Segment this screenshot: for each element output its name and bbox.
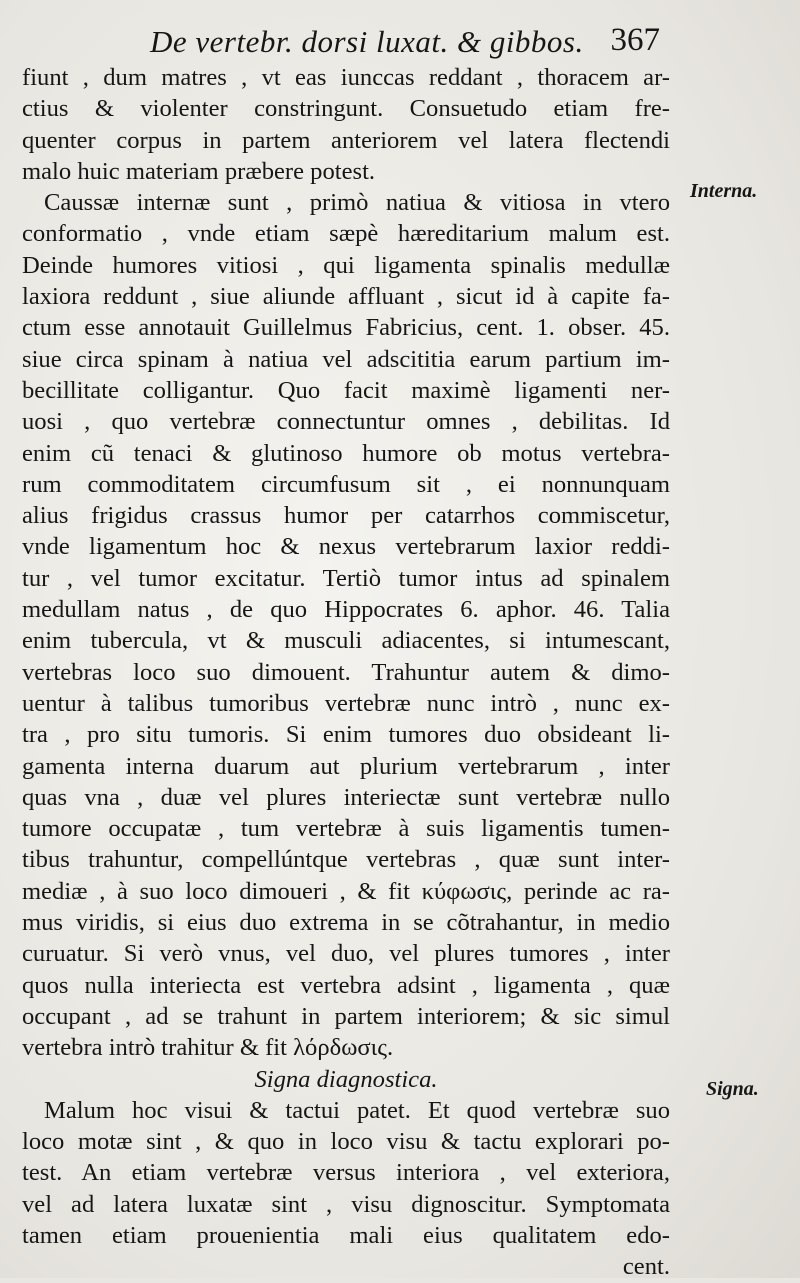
text-line: gamenta interna duarum aut plurium vertebrarum , inter [22, 752, 670, 780]
page-number: 367 [610, 22, 660, 58]
text-line: vnde ligamentum hoc & nexus vertebrarum laxior reddi- [22, 533, 670, 561]
text-line: uentur à talibus tumoribus vertebræ nunc intrò , nunc ex- [22, 689, 670, 717]
body-text [22, 62, 670, 1283]
running-head: De vertebr. dorsi luxat. & gibbos. [150, 24, 584, 59]
text-line: mediæ , à suo loco dimoueri , & fit κύφωσις, perinde ac ra- [22, 877, 670, 905]
text-line: loco motæ sint , & quo in loco visu & tactu explorari po- [22, 1128, 670, 1156]
text-line: Caussæ internæ sunt , primò natiua & vitiosa in vtero [44, 189, 670, 217]
text-line: vertebras loco suo dimouent. Trahuntur autem & dimo- [22, 658, 670, 686]
text-line: quos nulla interiecta est vertebra adsint , ligamenta , quæ [22, 971, 670, 999]
text-line: curuatur. Si verò vnus, vel duo, vel plures tumores , inter [22, 940, 670, 968]
text-line: fiunt , dum matres , vt eas iunccas reddant , thoracem ar- [22, 64, 670, 91]
text-line: tamen etiam prouenientia mali eius qualitatem edo- [22, 1221, 670, 1249]
page-header [140, 20, 660, 64]
text-line: tumore occupatæ , tum vertebræ à suis ligamentis tumen- [22, 815, 670, 843]
text-line: alius frigidus crassus humor per catarrhos commiscetur, [22, 502, 670, 530]
text-line: quenter corpus in partem anteriorem vel latera flectendi [22, 126, 670, 154]
text-line: enim cũ tenaci & glutinoso humore ob motus vertebra- [22, 439, 670, 467]
text-line: mus viridis, si eius duo extrema in se cõtrahantur, in medio [22, 909, 670, 937]
text-line: ctius & violenter constringunt. Consuetudo etiam fre- [22, 95, 670, 123]
text-line: malo huic materiam præbere potest. [22, 157, 376, 185]
text-line: test. An etiam vertebræ versus interiora , vel exteriora, [22, 1159, 670, 1187]
text-line: becillitate colligantur. Quo facit maximè ligamenti ner- [22, 376, 670, 404]
margin-note-signa: Signa. [706, 1078, 759, 1100]
text-line: enim tubercula, vt & musculi adiacentes, si intumescant, [22, 627, 670, 655]
text-line: quas vna , duæ vel plures interiectæ sunt vertebræ nullo [22, 783, 670, 811]
text-line: siue circa spinam à natiua vel adscititia earum partium im- [22, 345, 670, 373]
text-line: Malum hoc visui & tactui patet. Et quod vertebræ suo [44, 1096, 670, 1124]
text-line: vel ad latera luxatæ sint , visu dignoscitur. Symptomata [22, 1190, 670, 1218]
text-line: rum commoditatem circumfusum sit , ei nonnunquam [22, 470, 670, 498]
text-line: Deinde humores vitiosi , qui ligamenta spinalis medullæ [22, 251, 670, 279]
text-line: tur , vel tumor excitatur. Tertiò tumor intus ad spinalem [22, 564, 670, 592]
text-line: uosi , quo vertebræ connectuntur omnes , debilitas. Id [22, 408, 670, 436]
text-line: vertebra intrò trahitur & fit λόρδωσις. [22, 1034, 394, 1062]
text-line: cent. [622, 1253, 670, 1281]
text-line: tra , pro situ tumoris. Si enim tumores duo obsideant li- [22, 721, 670, 749]
margin-note-interna: Interna. [690, 180, 758, 202]
text-line: tibus trahuntur, compellúntque vertebras , quæ sunt inter- [22, 846, 670, 874]
text-line: ctum esse annotauit Guillelmus Fabricius, cent. 1. obser. 45. [22, 314, 670, 342]
text-line: conformatio , vnde etiam sæpè hæreditarium malum est. [22, 220, 670, 248]
text-line: medullam natus , de quo Hippocrates 6. aphor. 46. Talia [22, 596, 670, 624]
section-heading: Signa diagnostica. [254, 1065, 438, 1093]
text-line: occupant , ad se trahunt in partem interiorem; & sic simul [22, 1002, 670, 1030]
text-line: laxiora reddunt , siue aliunde affluant , sicut id à capite fa- [22, 283, 670, 311]
